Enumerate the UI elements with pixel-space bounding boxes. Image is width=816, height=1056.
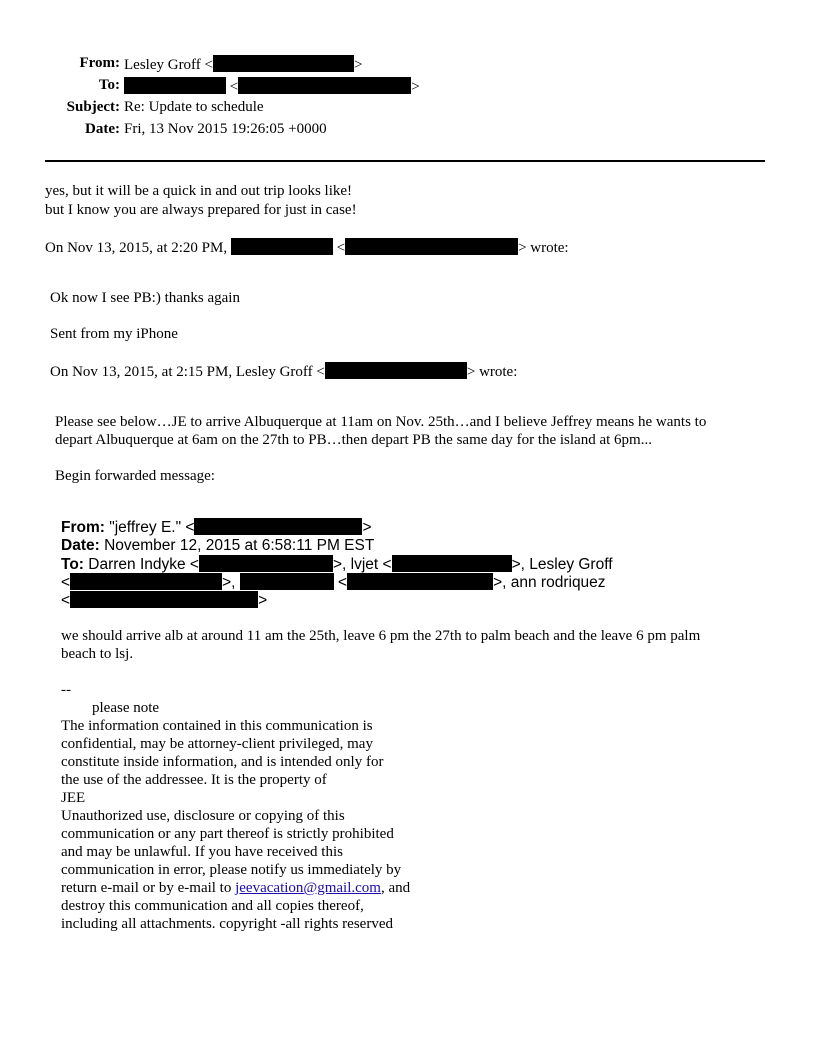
- redaction-block: [347, 573, 493, 590]
- attribution-prefix: On Nov 13, 2015, at 2:20 PM,: [45, 240, 228, 256]
- disclaimer-line: including all attachments. copyright -all rights reserved: [61, 916, 393, 932]
- redaction-block: [199, 555, 333, 572]
- disclaimer-line: Unauthorized use, disclosure or copying of this: [61, 808, 345, 824]
- fwd-from-value: "jeffrey E.": [109, 519, 182, 536]
- fwd-date: [61, 537, 374, 555]
- redaction-block: [70, 591, 258, 608]
- quoted-line-2: Sent from my iPhone: [50, 326, 178, 342]
- fwd-to-name-4: ann rodriquez: [510, 574, 606, 591]
- disclaimer-line: and may be unlawful. If you have received this: [61, 844, 343, 860]
- disclaimer-email-line: [61, 880, 410, 897]
- fwd-to-line-3: < >: [61, 592, 268, 609]
- from-field: Lesley Groff < >: [124, 57, 363, 73]
- reply-line-1: yes, but it will be a quick in and out trip looks like!: [45, 183, 353, 199]
- reply-line-2: but I know you are always prepared for just in case!: [45, 202, 357, 218]
- subject-label: Subject:: [66, 99, 120, 115]
- quoted-attribution: On Nov 13, 2015, at 2:15 PM, Lesley Groff < > wrote:: [50, 364, 518, 380]
- fwd-body-line-2: beach to lsj.: [61, 646, 134, 662]
- fwd-to-name-2: lvjet: [350, 556, 379, 573]
- disclaimer-line: destroy this communication and all copies thereof,: [61, 898, 364, 914]
- redaction-block: [124, 77, 226, 94]
- header-divider: [45, 160, 765, 162]
- attribution-suffix: wrote:: [530, 240, 569, 256]
- reply-attribution: On Nov 13, 2015, at 2:20 PM, < > wrote:: [45, 240, 569, 256]
- redaction-block: [238, 77, 411, 94]
- fwd-date-value: November 12, 2015 at 6:58:11 PM EST: [104, 537, 375, 554]
- redaction-block: [194, 518, 362, 535]
- fwd-body-line-1: we should arrive alb at around 11 am the 25th, leave 6 pm the 27th to palm beach and the leave 6 pm palm: [61, 628, 701, 644]
- fwd-from: From: "jeffrey E." < >: [61, 519, 372, 536]
- forwarded-heading: Begin forwarded message:: [55, 468, 215, 484]
- redaction-block: [240, 573, 334, 590]
- date-value: Fri, 13 Nov 2015 19:26:05 +0000: [124, 121, 327, 137]
- from-value: Lesley Groff: [124, 57, 201, 73]
- redaction-block: [392, 555, 512, 572]
- fwd-from-label: From:: [61, 519, 105, 536]
- disclaimer-line: The information contained in this communication is: [61, 718, 373, 734]
- disclaimer-line: JEE: [61, 790, 86, 806]
- redaction-block: [345, 238, 518, 255]
- redaction-block: [325, 362, 467, 379]
- attribution-prefix: On Nov 13, 2015, at 2:15 PM, Lesley Groff: [50, 364, 313, 380]
- fwd-to-name-1: Darren Indyke: [88, 556, 186, 573]
- fwd-to-name-3: Lesley Groff: [529, 556, 613, 573]
- disclaimer-line: communication in error, please notify us immediately by: [61, 862, 402, 878]
- redaction-block: [70, 573, 222, 590]
- fwd-to-label: To:: [61, 556, 84, 573]
- to-field: < >: [124, 77, 420, 96]
- email-suffix: , and: [380, 880, 411, 896]
- to-label: To:: [98, 77, 120, 93]
- redaction-block: [231, 238, 333, 255]
- fwd-date-label: Date:: [61, 537, 100, 554]
- disclaimer-line: communication or any part thereof is strictly prohibited: [61, 826, 394, 842]
- disclaimer-line: confidential, may be attorney-client privileged, may: [61, 736, 373, 752]
- quoted-line-1: Ok now I see PB:) thanks again: [50, 290, 240, 306]
- signature-dashes: --: [61, 682, 71, 698]
- subject-value: Re: Update to schedule: [124, 99, 264, 115]
- please-note: please note: [92, 700, 160, 716]
- disclaimer-line: constitute inside information, and is intended only for: [61, 754, 384, 770]
- email-prefix: return e-mail or by e-mail to: [61, 880, 232, 896]
- email-link[interactable]: jeevacation@gmail.com: [235, 880, 381, 896]
- fwd-to-line-2: < >, < >, ann rodriquez: [61, 574, 606, 591]
- redaction-block: [213, 55, 354, 72]
- from-label: From:: [79, 55, 120, 71]
- attribution-suffix: wrote:: [479, 364, 518, 380]
- disclaimer-line: the use of the addressee. It is the property of: [61, 772, 327, 788]
- fwd-to-line-1: To: Darren Indyke < >, lvjet < >, Lesley Groff: [61, 556, 613, 573]
- quoted2-para-line-2: depart Albuquerque at 6am on the 27th to PB…then depart PB the same day for the island at 6pm...: [55, 432, 652, 448]
- date-label: Date:: [85, 121, 120, 137]
- quoted2-para-line-1: Please see below…JE to arrive Albuquerque at 11am on Nov. 25th…and I believe Jeffrey means he wants to: [55, 414, 707, 430]
